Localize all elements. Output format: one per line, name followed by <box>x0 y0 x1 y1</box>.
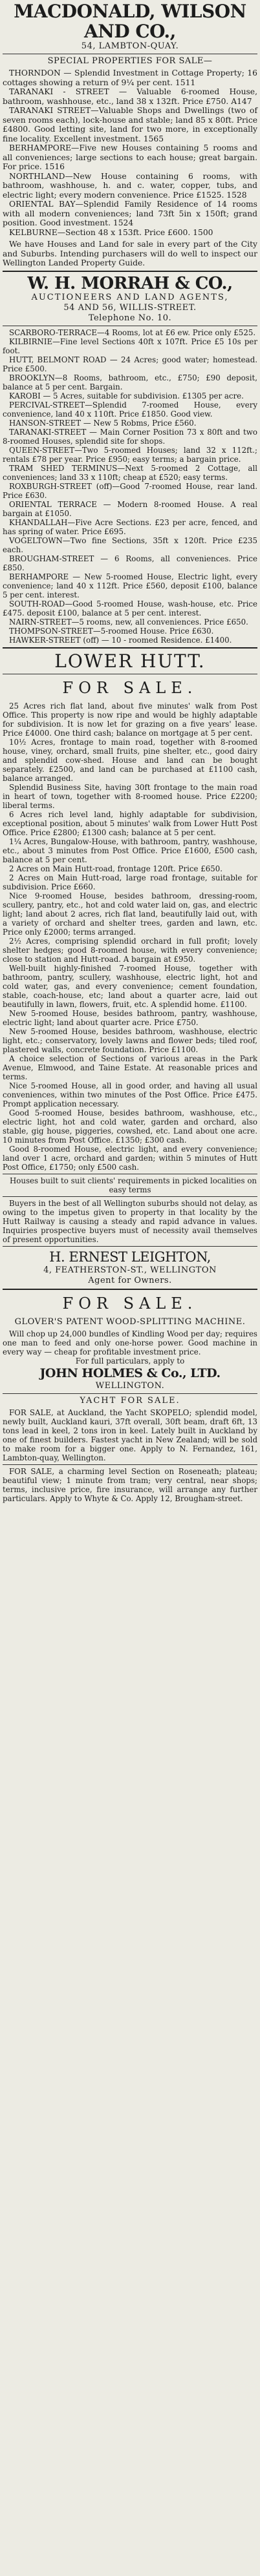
leighton-agent: Agent for Owners. <box>88 1275 172 1285</box>
divider <box>3 1393 257 1394</box>
leighton-address: 4, FEATHERSTON-ST., WELLINGTON <box>43 1265 217 1275</box>
listing: 2 Acres on Main Hutt-road, frontage 120ft. Price £650. <box>9 864 223 873</box>
listing: New 5-roomed House, besides bathroom, washhouse, electric light, etc.; conservatory, lovely lawns and flower beds; tiled roof, plastered walls, concrete foundation. Price £1100. <box>3 1026 257 1054</box>
yacht-listings <box>3 1408 257 1503</box>
divider <box>3 1464 257 1465</box>
macdonald-footer: We have Houses and Land for sale in every part of the City and Suburbs. Intending purchasers will do well to inspect our Wellington Landed Property Guide. <box>3 240 257 267</box>
macdonald-address: 54, LAMBTON-QUAY. <box>81 41 179 51</box>
listing: A choice selection of Sections of various areas in the Park Avenue, Elmwood, and Taine Estate. At reasonable prices and terms. <box>3 1054 257 1081</box>
morrah-address: 54 AND 56, WILLIS-STREET. <box>63 302 197 313</box>
morrah-listings <box>3 328 257 645</box>
listing: SOUTH-ROAD—Good 5-roomed House, wash-house, etc. Price £475. deposit £100, balance at 5 per cent. interest. <box>3 599 257 618</box>
listing: TARANAKI-STREET — Main Corner Position 73 x 80ft and two 8-roomed Houses, splendid site for shops. <box>3 427 257 446</box>
listing: BROOKLYN—8 Rooms, bathroom, etc., £750; £90 deposit, balance at 5 per cent. Bargain. <box>3 373 257 391</box>
glover-company: JOHN HOLMES & Co., LTD. <box>39 1366 221 1380</box>
listing: VOGELTOWN—Two fine Sections, 35ft x 120ft. Price £235 each. <box>3 535 257 554</box>
listing: TARANAKI STREET—Valuable Shops and Dwellings (two of seven rooms each), lock-house and stable; land 85 x 80ft. Price £4800. Good letting site, land for two more, in exceptionally fine locality. Excellent investment. 1565 <box>3 106 257 143</box>
listing: PERCIVAL-STREET—Splendid 7-roomed House, every convenience, land 40 x 110ft. Price £1850. Good view. <box>3 400 257 419</box>
listing: Well-built highly-finished 7-roomed House, together with bathroom, pantry, scullery, washhouse, electric light, hot and cold water, gas, and every convenience; cement foundation, stable, coach-house, etc; land about a quarter acre, laid out beautifully in lawn, flowers, fruit, etc. A splendid home. £1100. <box>3 963 257 1009</box>
listing: Good 5-roomed House, besides bathroom, washhouse, etc., electric light, hot and cold water, garden and orchard, also stable, gig house, piggeries, cowshed, etc. Land about one acre. 10 minutes from Post Office. £1350; £300 cash. <box>3 1108 257 1145</box>
glover-body: Will chop up 24,000 bundles of Kindling Wood per day; requires one man to feed and only one-horse power. Good machine in every way — cheap for profitable investment price. For full particulars, apply to <box>3 1329 257 1366</box>
glover-info: For full particulars, apply to <box>75 1356 185 1366</box>
listing: 2 Acres on Main Hutt-road, large road frontage, suitable for subdivision. Price £660. <box>3 873 257 891</box>
listing: 2½ Acres, comprising splendid orchard in full profit; lovely shelter hedges; good 8-roomed house, with every convenience; close to station and Hutt-road. A bargain at £950. <box>3 936 257 964</box>
leighton-title: H. ERNEST LEIGHTON, <box>49 1249 211 1265</box>
lowerhutt-title: LOWER HUTT. <box>54 650 206 672</box>
listing: ORIENTAL BAY—Splendid Family Residence of 14 rooms with all modern conveniences; land 73ft 5in x 150ft; grand position. Good investment. 1524 <box>3 200 257 227</box>
listing: Nice 9-roomed House, besides bathroom, dressing-room, scullery, pantry, etc., hot and cold water laid on, gas, and electric light; land about 2 acres, rich flat land, beautifully laid out, with a variety of orchard and shelter trees, garden and lawn, etc. Price only £2000; terms arranged. <box>3 891 257 937</box>
listing: KELBURNE—Section 48 x 153ft. Price £600. 1500 <box>9 227 213 237</box>
glover-forsale: FOR SALE. <box>62 1294 198 1313</box>
listing: ORIENTAL TERRACE — Modern 8-roomed House. A real bargain at £1050. <box>3 499 257 518</box>
listing: KILBIRNIE—Fine level Sections 40ft x 107ft. Price £5 10s per foot. <box>3 337 257 355</box>
divider <box>3 647 257 649</box>
listing: THOMPSON-STREET—5-roomed House. Price £630. <box>9 626 214 636</box>
macdonald-masthead: MACDONALD, WILSON AND CO., <box>14 1 246 42</box>
listing: HUTT, BELMONT ROAD — 24 Acres; good water; homestead. Price £500. <box>3 355 257 373</box>
morrah-phone: Telephone No. 10. <box>88 313 172 323</box>
lowerhutt-forsale: FOR SALE. <box>62 678 198 697</box>
listing: 25 Acres rich flat land, about five minutes' walk from Post Office. This property is now ripe and would be highly adaptable for subdivision. It is now let for grazing on a five years' lease. Price £4000. One third cash; balance on mortgage at 5 per cent. <box>3 701 257 738</box>
listing: NAIRN-STREET—5 rooms, new, all conveniences. Price £650. <box>9 617 248 627</box>
listing: Nice 5-roomed House, all in good order, and having all usual conveniences, within two minutes of the Post Office. Price £475. Prompt application necessary. <box>3 1081 257 1108</box>
listing: THORNDON — Splendid Investment in Cottage Property; 16 cottages showing a return of 9¼ per cent. 1511 <box>3 68 257 87</box>
listing: NORTHLAND—New House containing 6 rooms, with bathroom, washhouse, h. and c. water, copper, tubs, and electric light; every modern convenience. Price £1525. 1528 <box>3 171 257 200</box>
listing: SCARBORO-TERRACE—4 Rooms, lot at £6 ew. Price only £525. <box>9 327 256 337</box>
divider <box>3 1196 257 1197</box>
morrah-masthead: W. H. MORRAH & CO., <box>27 273 233 293</box>
section-ad: FOR SALE, a charming level Section on Roseneath; plateau; beautiful view; 1 minute from tram; very central, near shops; terms, inclusive price, fire insurance, will arrange any further particulars. Apply to Whyte & Co. Apply 12, Brougham-street. <box>3 1466 257 1503</box>
listing: BERHAMPORE — New 5-roomed House, Electric light, every convenience; land 40 x 112ft. Price £560, deposit £100, balance 5 per cent. interest. <box>3 572 257 599</box>
lowerhutt-note: Houses built to suit clients' requirements in picked localities on easy terms <box>9 1176 257 1194</box>
lowerhutt-note: Buyers in the best of all Wellington suburbs should not delay, as owing to the impetus given to property in that locality by the Hutt Railway is causing a steady and rapid advance in values. Inquiries prospective buyers must of necessity avail themselves of present opportunities. <box>3 1198 257 1244</box>
yacht-body: FOR SALE, at Auckland, the Yacht SKOPELO; splendid model, newly built, Auckland kauri, 37ft overall, 30ft beam, draft 6ft, 13 tons lead in keel, 2 tons iron in keel. Lately built in Auckland by one of finest builders. Fastest yacht in New Zealand; will be sold to make room for a bigger one. Apply to N. Fernandez, 161, Lambton-quay, Wellington. <box>3 1407 257 1462</box>
listing: Good 8-roomed House, electric light, and every convenience; land over 1 acre, orchard and garden; within 5 minutes of Hutt Post Office, £1750; only £500 cash. <box>3 1144 257 1172</box>
listing: 6 Acres rich level land, highly adaptable for subdivision, exceptional position, about 5 minutes' walk from Lower Hutt Post Office. Price £2800; £1300 cash; balance at 5 per cent. <box>3 809 257 837</box>
listing: TARANAKI - STREET — Valuable 6-roomed House, bathroom, washhouse, etc., land 38 x 132ft. Price £750. A147 <box>3 87 257 106</box>
listing: Splendid Business Site, having 30ft frontage to the main road in heart of town, together with 8-roomed house. Price £2200; liberal terms. <box>3 782 257 810</box>
glover-title: GLOVER'S PATENT WOOD-SPLITTING MACHINE. <box>14 1316 246 1327</box>
macdonald-listings <box>3 68 257 268</box>
listing: HANSON-STREET — New 5 Robms, Price £560. <box>9 418 197 428</box>
morrah-subtitle: AUCTIONEERS AND LAND AGENTS, <box>31 292 229 302</box>
macdonald-heading: SPECIAL PROPERTIES FOR SALE— <box>47 56 213 66</box>
listing: BERHAMPORE—Five new Houses containing 5 rooms and all conveniences; large sections to each house; great bargain. For price. 1516 <box>3 143 257 171</box>
divider <box>3 1246 257 1247</box>
listing: BROUGHAM-STREET — 6 Rooms, all conveniences. Price £850. <box>3 554 257 572</box>
glover-city: WELLINGTON. <box>95 1380 165 1391</box>
listing: TRAM SHED TERMINUS—Next 5-roomed 2 Cottage, all conveniences; land 33 x 110ft; cheap at £520; easy terms. <box>3 463 257 482</box>
listing: HAWKER-STREET (off) — 10 - roomed Residence. £1400. <box>9 635 232 645</box>
yacht-heading: YACHT FOR SALE. <box>80 1395 180 1406</box>
divider <box>3 1289 257 1290</box>
listing: ROXBURGH-STREET (off)—Good 7-roomed House, rear land. Price £630. <box>3 481 257 500</box>
listing: New 5-roomed House, besides bathroom, pantry, washhouse, electric light; land about quarter acre. Price £750. <box>3 1008 257 1027</box>
listing: KAROBI — 5 Acres, suitable for subdivision. £1305 per acre. <box>9 391 244 400</box>
listing: 10½ Acres, frontage to main road, together with 8-roomed house, viney, orchard, small fruits, pine shelter, etc., good dairy and splendid cow-shed. House and land can be bought separately. £2500, and land can be purchased at £1100 cash, balance arranged. <box>3 737 257 783</box>
lowerhutt-listings <box>3 701 257 1244</box>
listing: KHANDALLAH—Five Acre Sections. £23 per acre, fenced, and has spring of water. Price £695. <box>3 517 257 536</box>
listing: 1¼ Acres, Bungalow-House, with bathroom, pantry, washhouse, etc., about 3 minutes from Post Office. Price £1600, £500 cash, balance at 5 per cent. <box>3 836 257 864</box>
divider <box>3 271 257 272</box>
listing: QUEEN-STREET—Two 5-roomed Houses; land 32 x 112ft.; rentals £78 per year. Price £950; easy terms; a bargain price. <box>3 445 257 464</box>
